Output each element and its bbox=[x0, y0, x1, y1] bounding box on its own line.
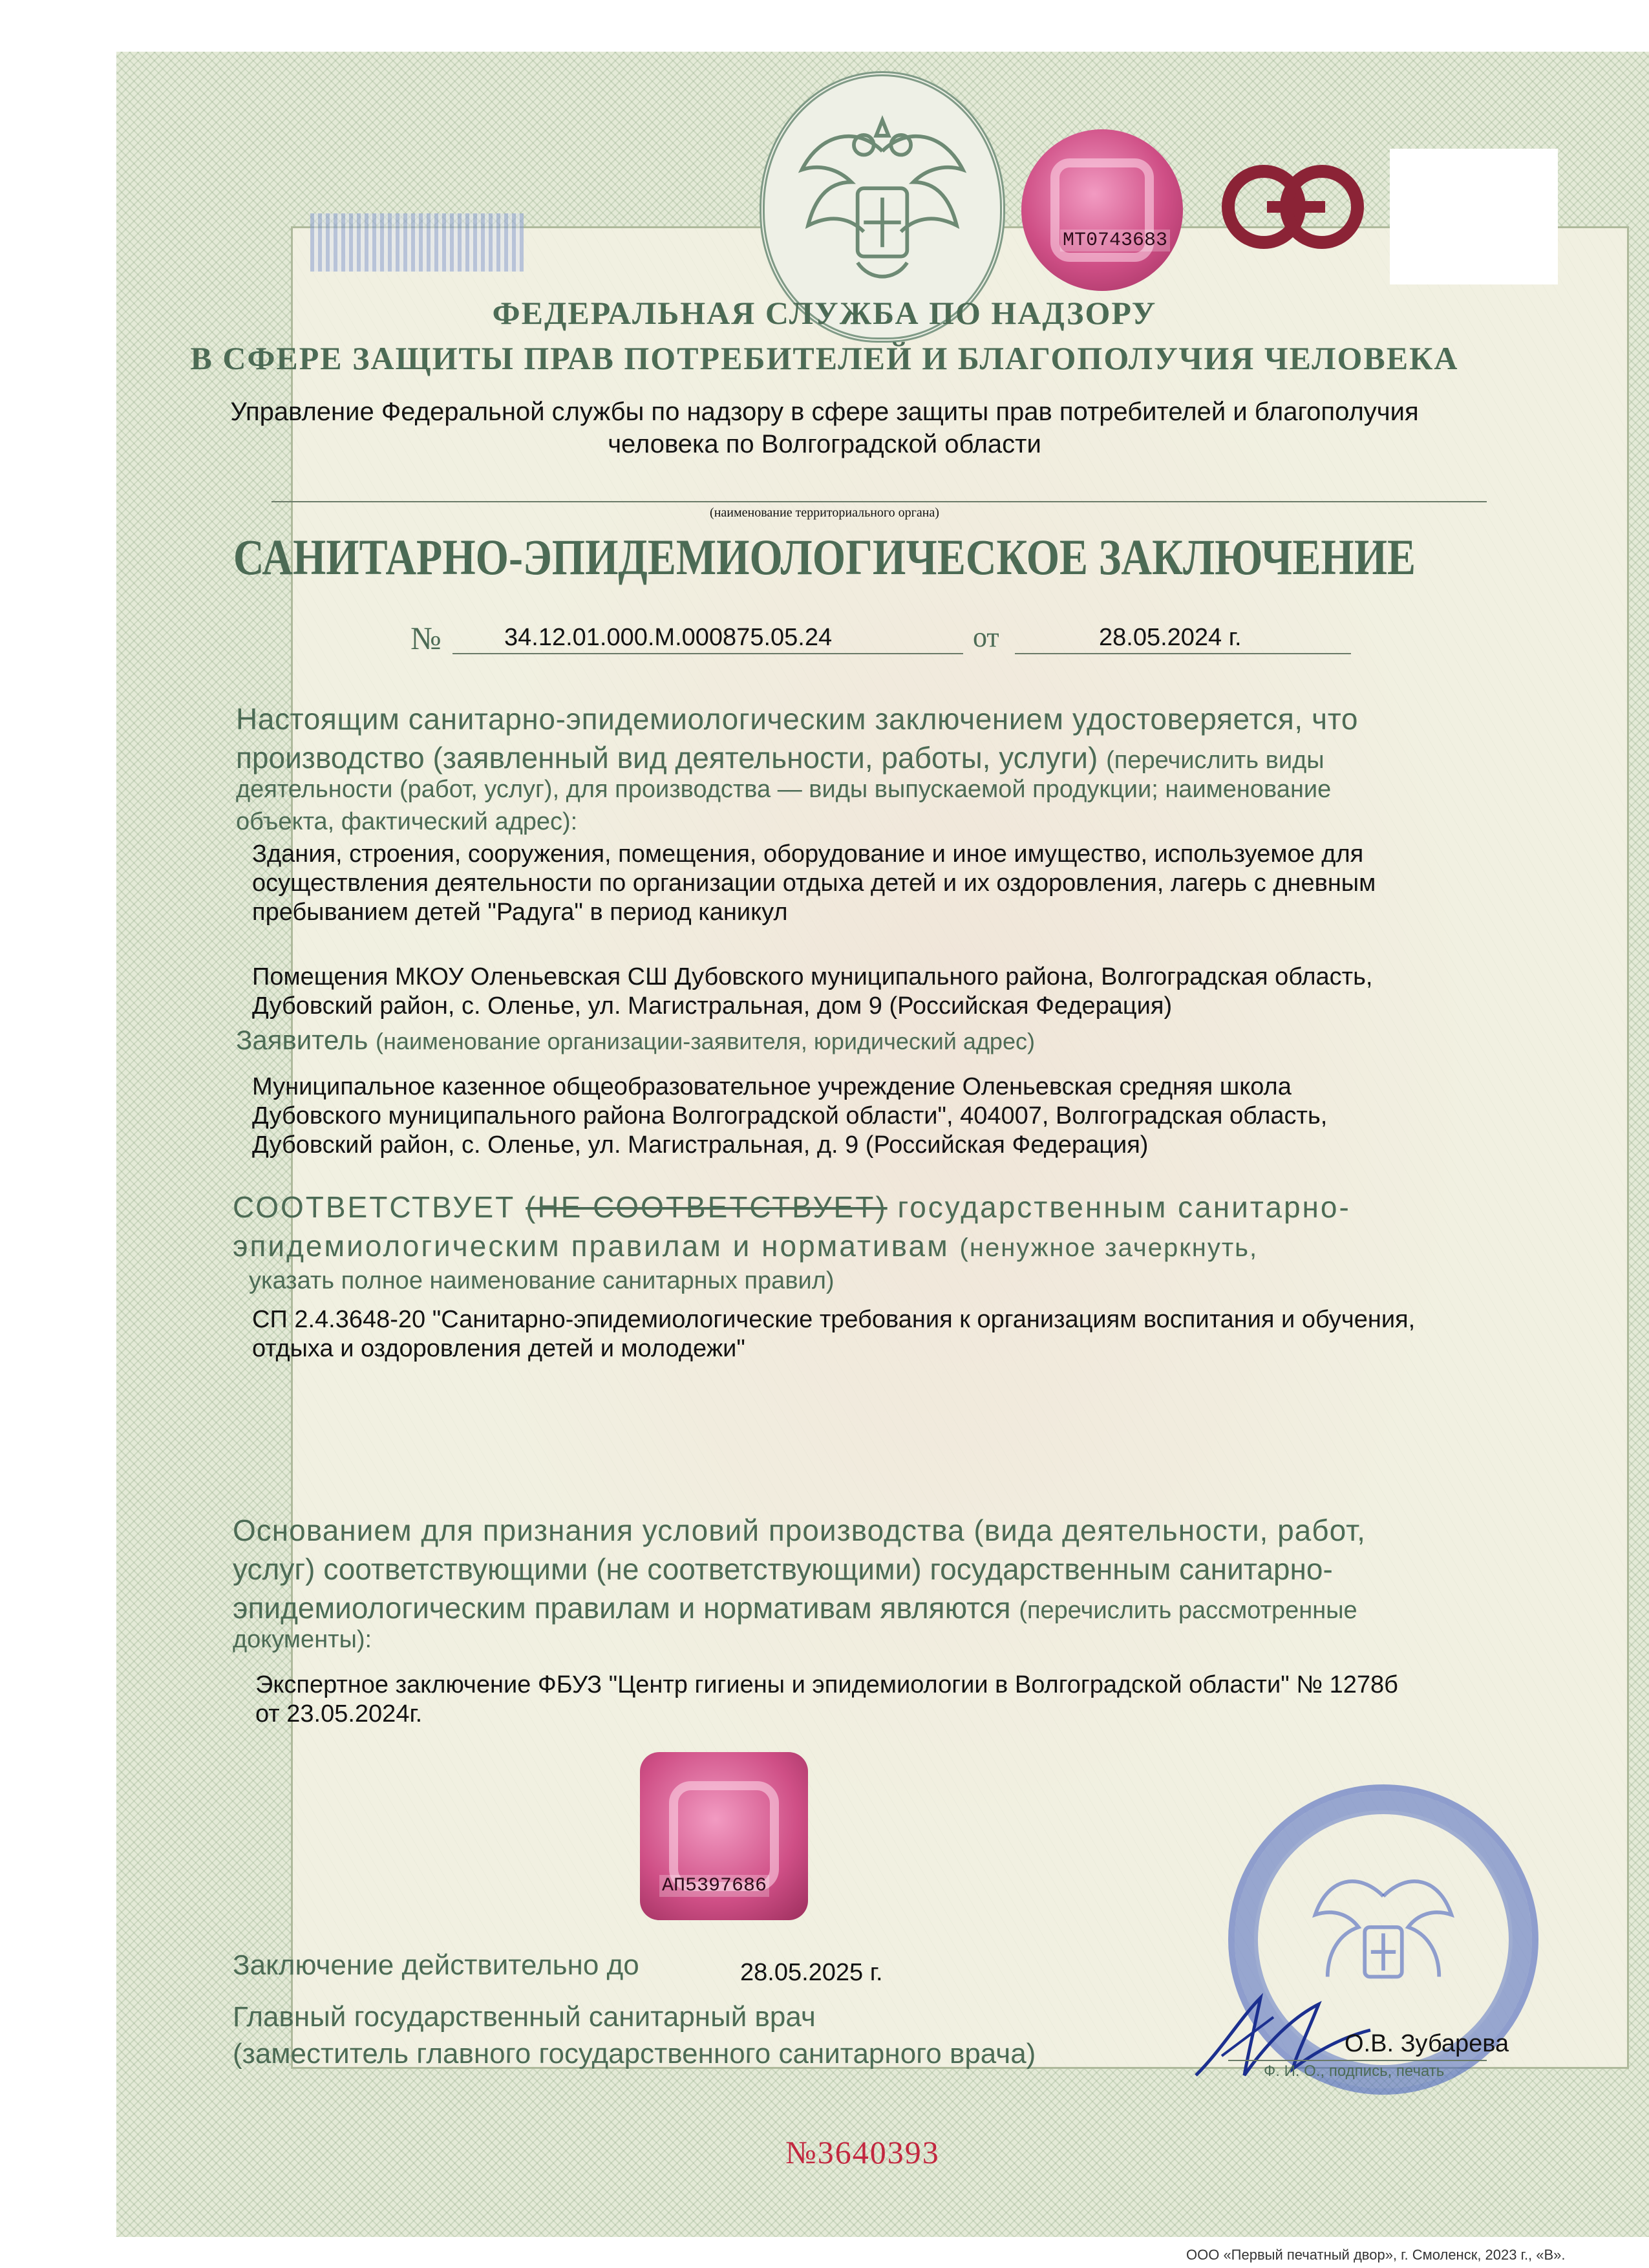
activity-line3: пребыванием детей "Радуга" в период каникул bbox=[252, 899, 788, 926]
expert-opinion-line2: от 23.05.2024г. bbox=[255, 1700, 423, 1728]
compliance-line1-tail: государственным санитарно- bbox=[897, 1190, 1351, 1224]
signatory-position-line2: (заместитель главного государственного санитарного врача) bbox=[233, 2038, 1036, 2070]
certify-line2-hint: (перечислить виды bbox=[1106, 747, 1325, 774]
hologram-code: МТ0743683 bbox=[1060, 230, 1170, 251]
document-title: САНИТАРНО-ЭПИДЕМИОЛОГИЧЕСКОЕ ЗАКЛЮЧЕНИЕ bbox=[233, 530, 1416, 586]
number-underline bbox=[452, 653, 963, 654]
validity-date: 28.05.2025 г. bbox=[740, 1959, 883, 1986]
sanitary-rules-line2: отдыха и оздоровления детей и молодежи" bbox=[252, 1335, 745, 1362]
applicant-line2: Дубовского муниципального района Волгоградской области", 404007, Волгоградская область, bbox=[252, 1102, 1328, 1129]
date-underline bbox=[1015, 653, 1351, 654]
hologram-sticker bbox=[640, 1752, 808, 1920]
form-number: №3640393 bbox=[785, 2134, 940, 2170]
hologram-seal bbox=[1021, 129, 1183, 291]
basis-line3 bbox=[233, 1590, 1357, 1625]
applicant-label: Заявитель bbox=[236, 1025, 368, 1055]
certify-line2-main: производство (заявленный вид деятельности, работы, услуги) bbox=[236, 741, 1098, 775]
applicant-line3: Дубовский район, с. Оленье, ул. Магистральная, д. 9 (Российская Федерация) bbox=[252, 1131, 1149, 1159]
struck-not-compliant: (НЕ СООТВЕТСТВУЕТ) bbox=[526, 1190, 888, 1224]
activity-line1: Здания, строения, сооружения, помещения, оборудование и иное имущество, используемое для bbox=[252, 840, 1364, 868]
signatory-caption: Ф. И. О., подпись, печать bbox=[1264, 2062, 1445, 2080]
territorial-body-line2: человека по Волгоградской области bbox=[608, 430, 1041, 458]
sanitary-rules-line1: СП 2.4.3648-20 "Санитарно-эпидемиологические требования к организациям воспитания и обучения, bbox=[252, 1306, 1416, 1333]
basis-line1: Основанием для признания условий производства (вида деятельности, работ, bbox=[233, 1514, 1366, 1547]
basis-line4: документы): bbox=[233, 1626, 372, 1653]
agency-name-line1: ФЕДЕРАЛЬНАЯ СЛУЖБА ПО НАДЗОРУ bbox=[492, 295, 1157, 331]
compliance-line1 bbox=[233, 1190, 1351, 1225]
certify-line1: Настоящим санитарно-эпидемиологическим заключением удостоверяется, что bbox=[236, 702, 1359, 736]
basis-line3-hint: (перечислить рассмотренные bbox=[1019, 1597, 1357, 1624]
basis-line3-main: эпидемиологическим правилам и нормативам являются bbox=[233, 1591, 1011, 1625]
certify-line4: объекта, фактический адрес): bbox=[236, 808, 578, 835]
printer-note: ООО «Первый печатный двор», г. Смоленск, 2023 г., «В». bbox=[1186, 2247, 1566, 2263]
validity-label: Заключение действительно до bbox=[233, 1949, 639, 1981]
blank-patch bbox=[1390, 149, 1558, 284]
se-mark-icon bbox=[1222, 165, 1364, 249]
compliance-line2-main: эпидемиологическим правилам и нормативам bbox=[233, 1229, 950, 1263]
compliance-line2-hint: (ненужное зачеркнуть, bbox=[959, 1234, 1259, 1262]
certificate-number: 34.12.01.000.М.000875.05.24 bbox=[504, 624, 833, 651]
security-pattern bbox=[310, 213, 524, 272]
signatory-position-line1: Главный государственный санитарный врач bbox=[233, 2001, 816, 2033]
number-sign: № bbox=[410, 620, 442, 656]
hologram-sticker-code: АП5397686 bbox=[659, 1875, 769, 1897]
activity-line2: осуществления деятельности по организации отдыха детей и их оздоровления, лагерь с дневным bbox=[252, 870, 1376, 897]
territorial-body-line1: Управление Федеральной службы по надзору в сфере защиты прав потребителей и благополучия bbox=[230, 398, 1419, 426]
territorial-caption: (наименование территориального органа) bbox=[710, 506, 939, 520]
applicant-heading bbox=[236, 1025, 1035, 1056]
from-label: от bbox=[973, 621, 999, 653]
se-mark bbox=[1222, 165, 1364, 249]
applicant-hint: (наименование организации-заявителя, юридический адрес) bbox=[376, 1028, 1035, 1054]
agency-name-line2: В СФЕРЕ ЗАЩИТЫ ПРАВ ПОТРЕБИТЕЛЕЙ И БЛАГОПОЛУЧИЯ ЧЕЛОВЕКА bbox=[190, 340, 1459, 376]
signatory-name: О.В. Зубарева bbox=[1345, 2030, 1509, 2057]
issue-date: 28.05.2024 г. bbox=[1099, 624, 1242, 651]
expert-opinion-line1: Экспертное заключение ФБУЗ "Центр гигиены и эпидемиологии в Волгоградской области" № 1278б bbox=[255, 1671, 1398, 1698]
signatory-underline bbox=[1228, 2060, 1487, 2061]
territorial-underline bbox=[271, 501, 1487, 502]
compliance-line3: указать полное наименование санитарных правил) bbox=[249, 1267, 835, 1294]
basis-line2: услуг) соответствующими (не соответствующими) государственным санитарно- bbox=[233, 1552, 1333, 1586]
certify-line2 bbox=[236, 740, 1325, 775]
applicant-line1: Муниципальное казенное общеобразовательное учреждение Оленьевская средняя школа bbox=[252, 1073, 1292, 1100]
certify-line3: деятельности (работ, услуг), для производства — виды выпускаемой продукции; наименование bbox=[236, 776, 1332, 803]
object-address-line2: Дубовский район, с. Оленье, ул. Магистральная, дом 9 (Российская Федерация) bbox=[252, 992, 1173, 1020]
object-address-line1: Помещения МКОУ Оленьевская СШ Дубовского муниципального района, Волгоградская область, bbox=[252, 963, 1373, 990]
compliance-word: СООТВЕТСТВУЕТ bbox=[233, 1190, 516, 1224]
compliance-line2 bbox=[233, 1228, 1258, 1263]
